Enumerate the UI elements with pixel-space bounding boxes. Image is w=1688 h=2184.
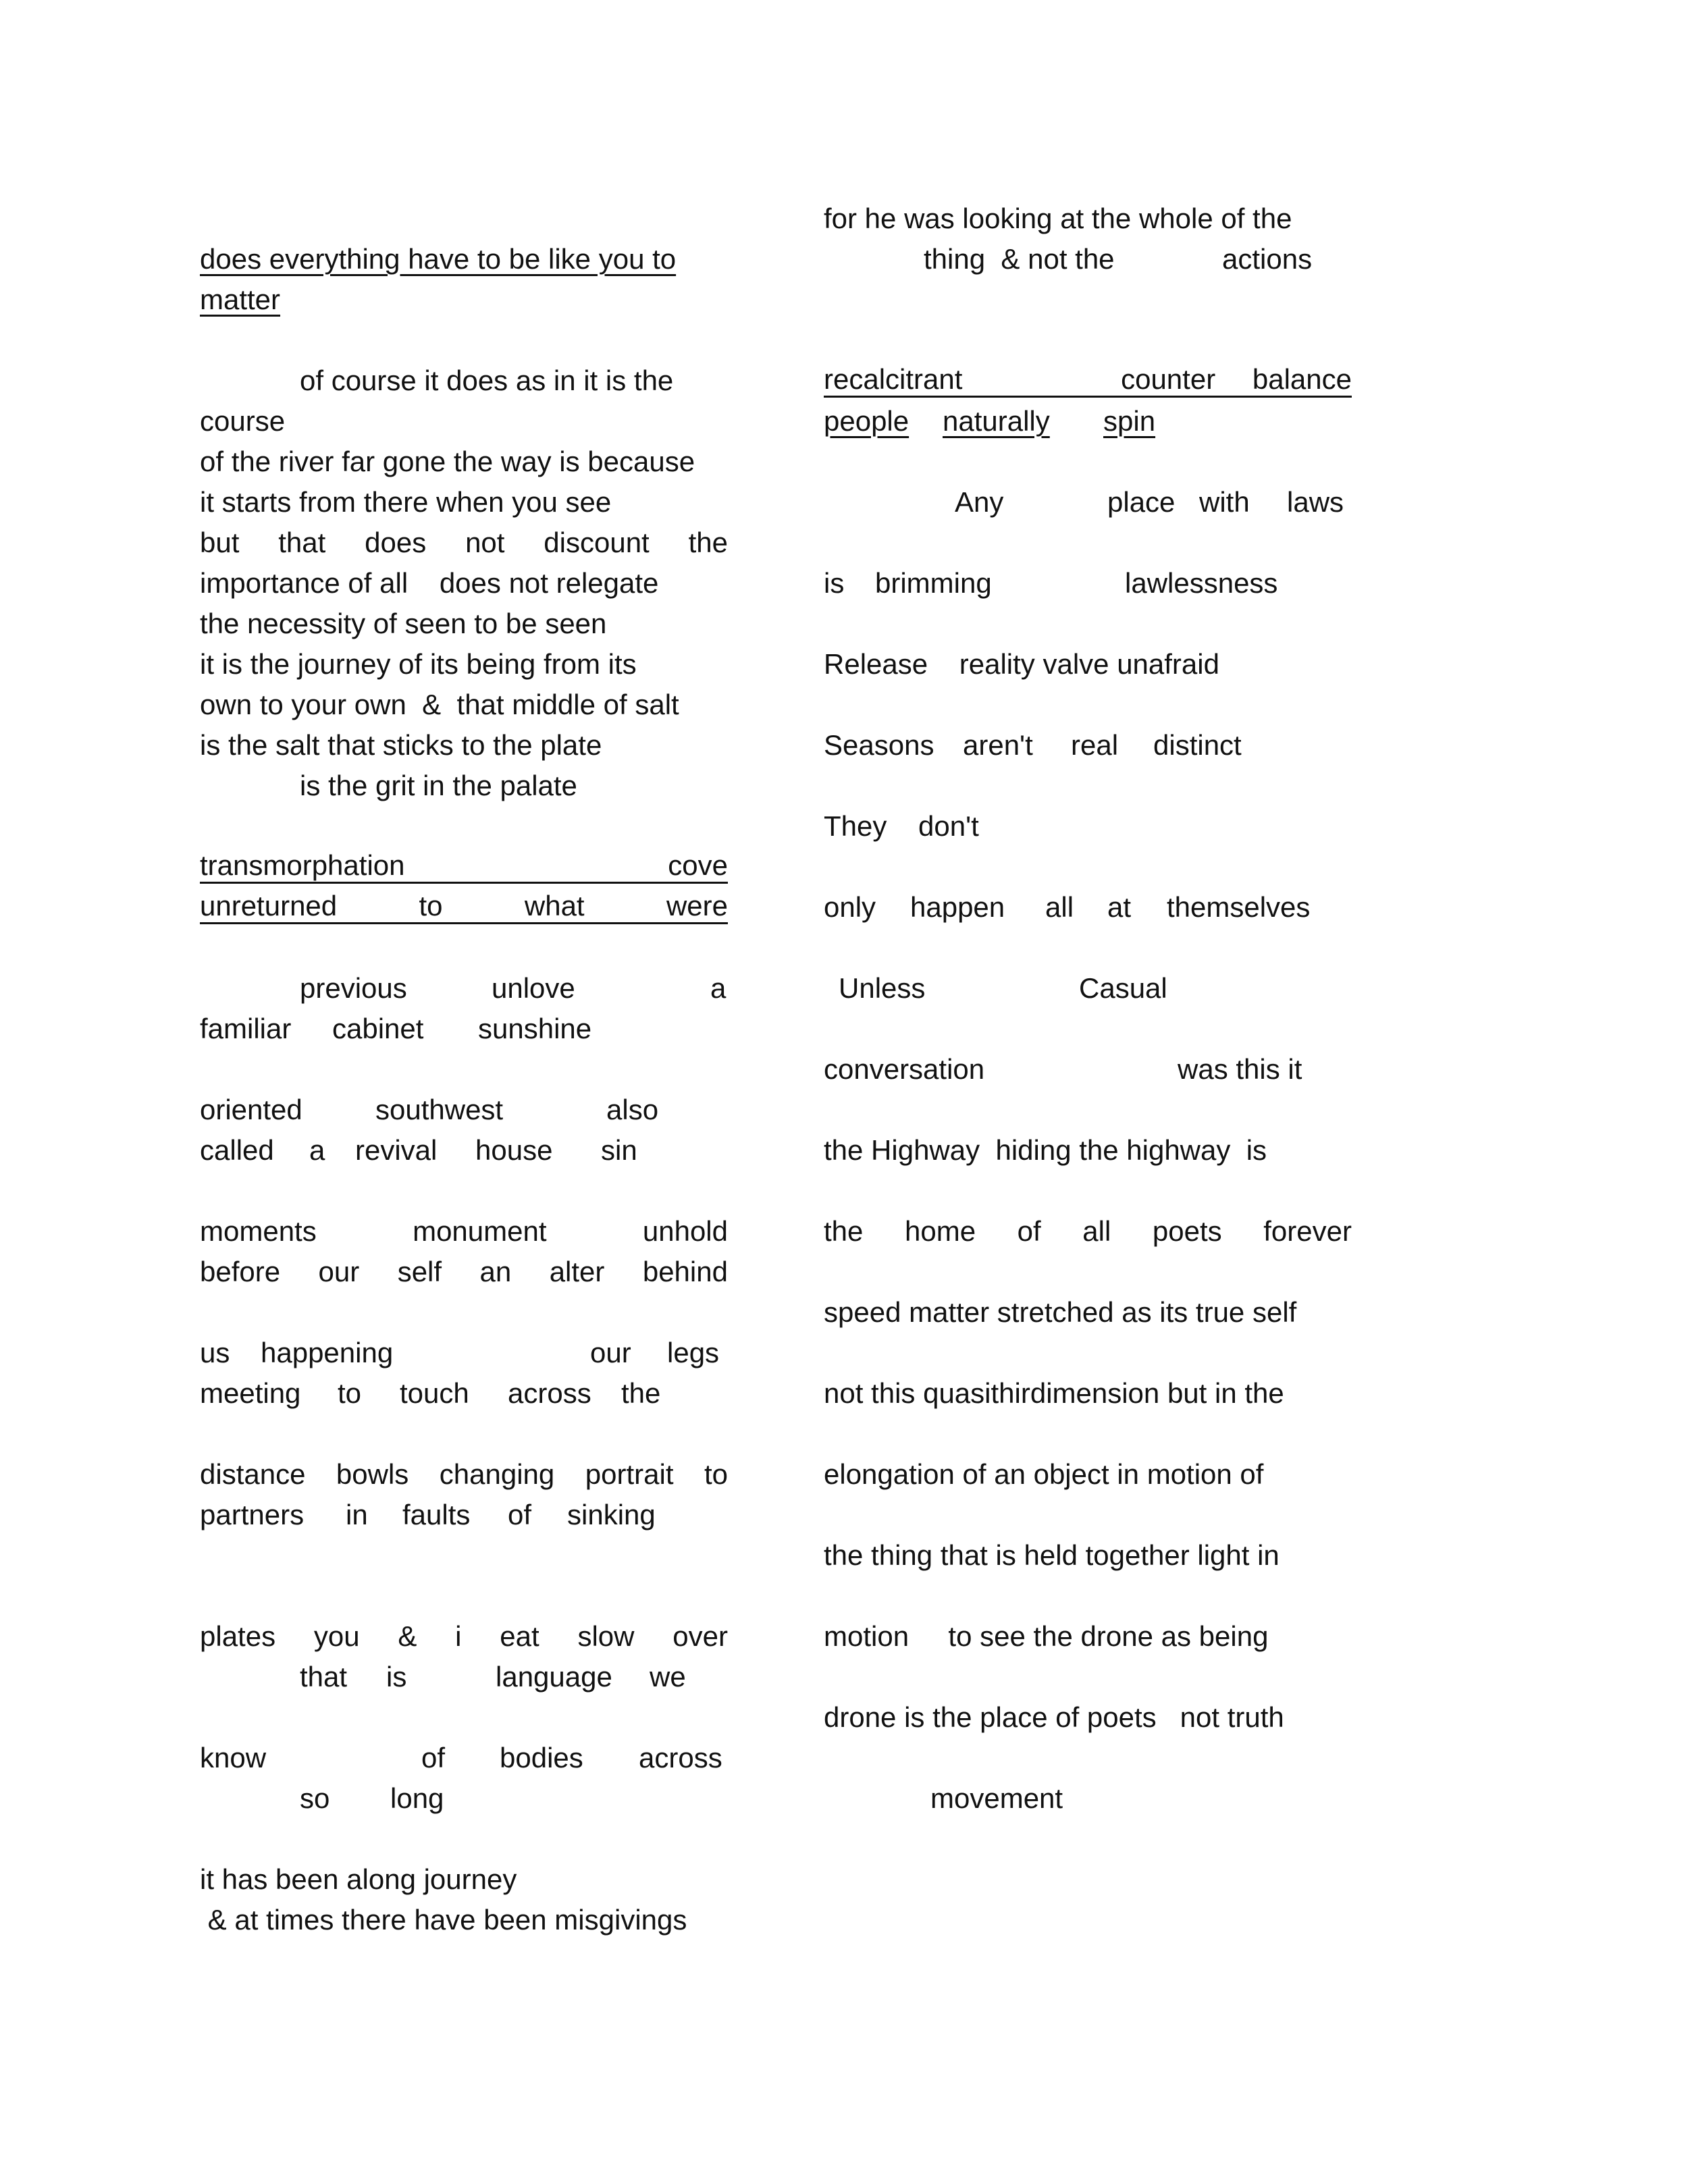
word: called (200, 1134, 274, 1166)
right-line-1: for he was looking at the whole of the (824, 203, 1292, 234)
left-line-4: course (200, 405, 286, 437)
left-line-30: it has been along journey (200, 1863, 517, 1895)
word: does (365, 527, 427, 558)
left-line-31: & at times there have been misgivings (200, 1904, 687, 1936)
word: Seasons (824, 729, 934, 761)
left-line-28 (200, 1738, 728, 1778)
word: you (313, 1620, 360, 1652)
word: but (200, 527, 240, 558)
word: in (346, 1499, 368, 1530)
word: of (421, 1742, 446, 1774)
right-line-7: Release reality valve unafraid (824, 648, 1219, 680)
left-line-10: it is the journey of its being from its (200, 648, 637, 680)
word: self (397, 1256, 442, 1287)
left-line-16 (200, 968, 728, 1009)
right-line-15: speed matter stretched as its true self (824, 1296, 1297, 1328)
word: transmorphation (200, 849, 405, 881)
left-line-20 (200, 1211, 728, 1252)
word: home (904, 1215, 976, 1247)
left-line-27 (200, 1657, 728, 1697)
word: actions (1222, 243, 1313, 275)
word: to (419, 890, 443, 922)
word: eat (500, 1620, 539, 1652)
right-line-11 (824, 968, 1352, 1009)
left-line-17 (200, 1009, 728, 1049)
left-line-19 (200, 1130, 728, 1171)
word: bowls (336, 1458, 409, 1490)
word: & (398, 1620, 417, 1652)
word: thing & not the (924, 243, 1115, 275)
word: forever (1263, 1215, 1352, 1247)
word: to (338, 1377, 362, 1409)
word: lawlessness (1125, 567, 1278, 599)
word: people (824, 405, 909, 437)
word: Unless (839, 972, 926, 1004)
word: unlove (492, 972, 575, 1004)
word: the (824, 1215, 864, 1247)
word: our (590, 1337, 631, 1368)
word: unreturned (200, 890, 338, 922)
left-line-21 (200, 1252, 728, 1292)
left-line-5: of the river far gone the way is because (200, 446, 695, 477)
word: sinking (567, 1499, 656, 1530)
word: to (704, 1458, 728, 1490)
right-line-8 (824, 725, 1352, 766)
word: across (639, 1742, 722, 1774)
word: spin (1103, 405, 1156, 437)
right-line-20: drone is the place of poets not truth (824, 1701, 1284, 1733)
word: real (1071, 729, 1119, 761)
word: laws (1287, 486, 1344, 518)
right-line-6 (824, 563, 1352, 604)
right-line-10 (824, 887, 1352, 928)
left-line-7 (200, 523, 728, 563)
left-line-13: is the grit in the palate (300, 770, 577, 801)
word: over (672, 1620, 728, 1652)
word: brimming (875, 567, 992, 599)
left-line-12: is the salt that sticks to the plate (200, 729, 602, 761)
word: behind (642, 1256, 728, 1287)
word: all (1082, 1215, 1111, 1247)
word: we (650, 1661, 686, 1693)
word: legs (667, 1337, 720, 1368)
word: an (479, 1256, 512, 1287)
word: all (1045, 891, 1074, 923)
word: moments (200, 1215, 317, 1247)
left-line-9: the necessity of seen to be seen (200, 608, 607, 639)
word: our (318, 1256, 360, 1287)
word: know (200, 1742, 267, 1774)
word: is (386, 1661, 407, 1693)
right-line-9 (824, 806, 1352, 847)
word: were (666, 890, 728, 922)
left-line-11: own to your own & that middle of salt (200, 689, 679, 720)
word: house (475, 1134, 553, 1166)
word: southwest (375, 1094, 504, 1125)
left-line-6: it starts from there when you see (200, 486, 612, 518)
word: the (621, 1377, 661, 1409)
left-line-15 (200, 887, 728, 924)
word: the (688, 527, 728, 558)
word: counter (1121, 363, 1216, 395)
word: with (1199, 486, 1250, 518)
word: previous (300, 972, 407, 1004)
word: monument (413, 1215, 547, 1247)
word: faults (402, 1499, 471, 1530)
word: revival (355, 1134, 438, 1166)
word: happen (910, 891, 1005, 923)
word: only (824, 891, 876, 923)
word: a (710, 972, 727, 1004)
right-line-18: the thing that is held together light in (824, 1539, 1280, 1571)
word: us (200, 1337, 230, 1368)
left-title-line-2: matter (200, 284, 281, 315)
word: language (496, 1661, 612, 1693)
word: before (200, 1256, 281, 1287)
word: distinct (1153, 729, 1242, 761)
left-title-line-1: does everything have to be like you to (200, 243, 677, 275)
word: across (508, 1377, 591, 1409)
left-line-18 (200, 1090, 728, 1130)
right-line-12 (824, 1049, 1352, 1090)
right-line-3 (824, 361, 1352, 398)
word: touch (400, 1377, 469, 1409)
word: that (300, 1661, 348, 1693)
word: discount (544, 527, 650, 558)
word: distance (200, 1458, 306, 1490)
word: long (390, 1782, 444, 1814)
word: is (824, 567, 845, 599)
word: portrait (585, 1458, 674, 1490)
word: don't (918, 810, 979, 842)
right-line-19: motion to see the drone as being (824, 1620, 1269, 1652)
word: also (606, 1094, 659, 1125)
word: was this it (1178, 1053, 1302, 1085)
left-line-26 (200, 1616, 728, 1657)
left-line-24 (200, 1454, 728, 1495)
word: meeting (200, 1377, 301, 1409)
word: balance (1252, 363, 1352, 395)
word: that (278, 527, 326, 558)
word: bodies (500, 1742, 583, 1774)
word: oriented (200, 1094, 302, 1125)
right-line-2 (824, 239, 1352, 279)
word: aren't (963, 729, 1033, 761)
word: cabinet (332, 1013, 424, 1044)
left-line-3: of course it does as in it is the (300, 365, 674, 396)
word: naturally (943, 405, 1050, 437)
word: a (309, 1134, 325, 1166)
word: unhold (642, 1215, 728, 1247)
right-line-17: elongation of an object in motion of (824, 1458, 1264, 1490)
left-line-25 (200, 1495, 728, 1535)
word: They (824, 810, 887, 842)
left-line-22 (200, 1333, 728, 1373)
word: recalcitrant (824, 363, 963, 395)
word: Casual (1079, 972, 1167, 1004)
left-line-23 (200, 1373, 728, 1414)
word: place (1107, 486, 1176, 518)
right-line-13: the Highway hiding the highway is (824, 1134, 1267, 1166)
right-line-4 (824, 401, 1352, 442)
left-line-8: importance of all does not relegate (200, 567, 659, 599)
word: so (300, 1782, 330, 1814)
word: alter (549, 1256, 605, 1287)
word: happening (261, 1337, 394, 1368)
word: sunshine (478, 1013, 592, 1044)
left-line-14 (200, 847, 728, 884)
word: changing (439, 1458, 555, 1490)
right-line-21: movement (930, 1782, 1063, 1814)
word: of (1017, 1215, 1041, 1247)
word: partners (200, 1499, 305, 1530)
word: not (465, 527, 505, 558)
word: i (455, 1620, 462, 1652)
word: conversation (824, 1053, 985, 1085)
word: themselves (1167, 891, 1311, 923)
word: slow (577, 1620, 635, 1652)
word: plates (200, 1620, 276, 1652)
word: cove (668, 849, 728, 881)
word: at (1107, 891, 1132, 923)
word: what (524, 890, 585, 922)
word: Any (955, 486, 1004, 518)
word: poets (1152, 1215, 1222, 1247)
word: of (508, 1499, 532, 1530)
right-line-16: not this quasithirdimension but in the (824, 1377, 1284, 1409)
word: sin (601, 1134, 637, 1166)
left-line-29 (200, 1778, 728, 1819)
right-line-14 (824, 1211, 1352, 1252)
right-line-5 (824, 482, 1352, 523)
word: familiar (200, 1013, 292, 1044)
